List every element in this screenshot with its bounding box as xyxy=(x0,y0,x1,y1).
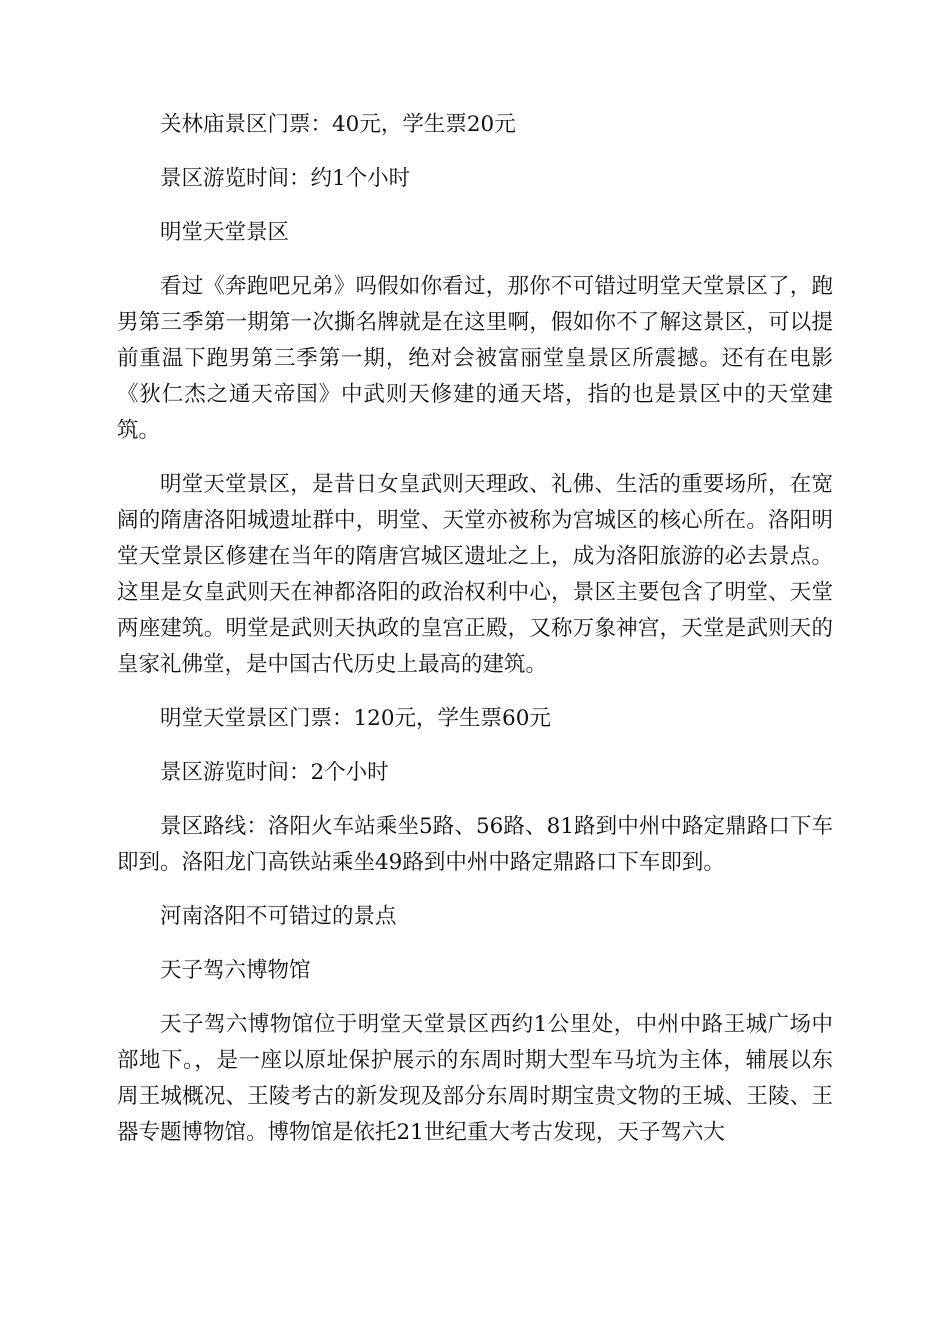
paragraph-mingtang-route: 景区路线：洛阳火车站乘坐5路、56路、81路到中州中路定鼎路口下车即到。洛阳龙门高铁站乘坐49路到中州中路定鼎路口下车即到。 xyxy=(117,814,833,875)
heading-luoyang-must-see: 河南洛阳不可错过的景点 xyxy=(160,904,397,929)
paragraph-mingtang-ticket: 明堂天堂景区门票：120元，学生票60元 xyxy=(160,706,551,731)
paragraph-guanlin-duration: 景区游览时间：约1个小时 xyxy=(160,166,411,191)
paragraph-mingtang-duration: 景区游览时间：2个小时 xyxy=(160,760,389,785)
document-page xyxy=(117,107,833,1169)
paragraph-guanlin-ticket: 关林庙景区门票：40元，学生票20元 xyxy=(160,112,516,137)
paragraph-tianzi-jialiu-intro: 天子驾六博物馆位于明堂天堂景区西约1公里处，中州中路王城广场中部地下。，是一座以原址保护展示的东周时期大型车马坑为主体，辅展以东周王城概况、王陵考古的新发现及部分东周时期宝贵文物的王城、王陵、王器专题博物馆。博物馆是依托21世纪重大考古发现，天子驾六大 xyxy=(117,1012,833,1145)
heading-tianzi-jialiu: 天子驾六博物馆 xyxy=(160,958,311,983)
heading-mingtang-tiantang: 明堂天堂景区 xyxy=(160,220,290,245)
paragraph-mingtang-intro: 看过《奔跑吧兄弟》吗假如你看过，那你不可错过明堂天堂景区了，跑男第三季第一期第一次撕名牌就是在这里啊，假如你不了解这景区，可以提前重温下跑男第三季第一期，绝对会被富丽堂皇景区所震撼。还有在电影《狄仁杰之通天帝国》中武则天修建的通天塔，指的也是景区中的天堂建筑。 xyxy=(117,274,833,443)
paragraph-mingtang-history: 明堂天堂景区，是昔日女皇武则天理政、礼佛、生活的重要场所，在宽阔的隋唐洛阳城遗址群中，明堂、天堂亦被称为宫城区的核心所在。洛阳明堂天堂景区修建在当年的隋唐宫城区遗址之上，成为洛阳旅游的必去景点。这里是女皇武则天在神都洛阳的政治权利中心，景区主要包含了明堂、天堂两座建筑。明堂是武则天执政的皇宫正殿，又称万象神宫，天堂是武则天的皇家礼佛堂，是中国古代历史上最高的建筑。 xyxy=(117,472,833,677)
